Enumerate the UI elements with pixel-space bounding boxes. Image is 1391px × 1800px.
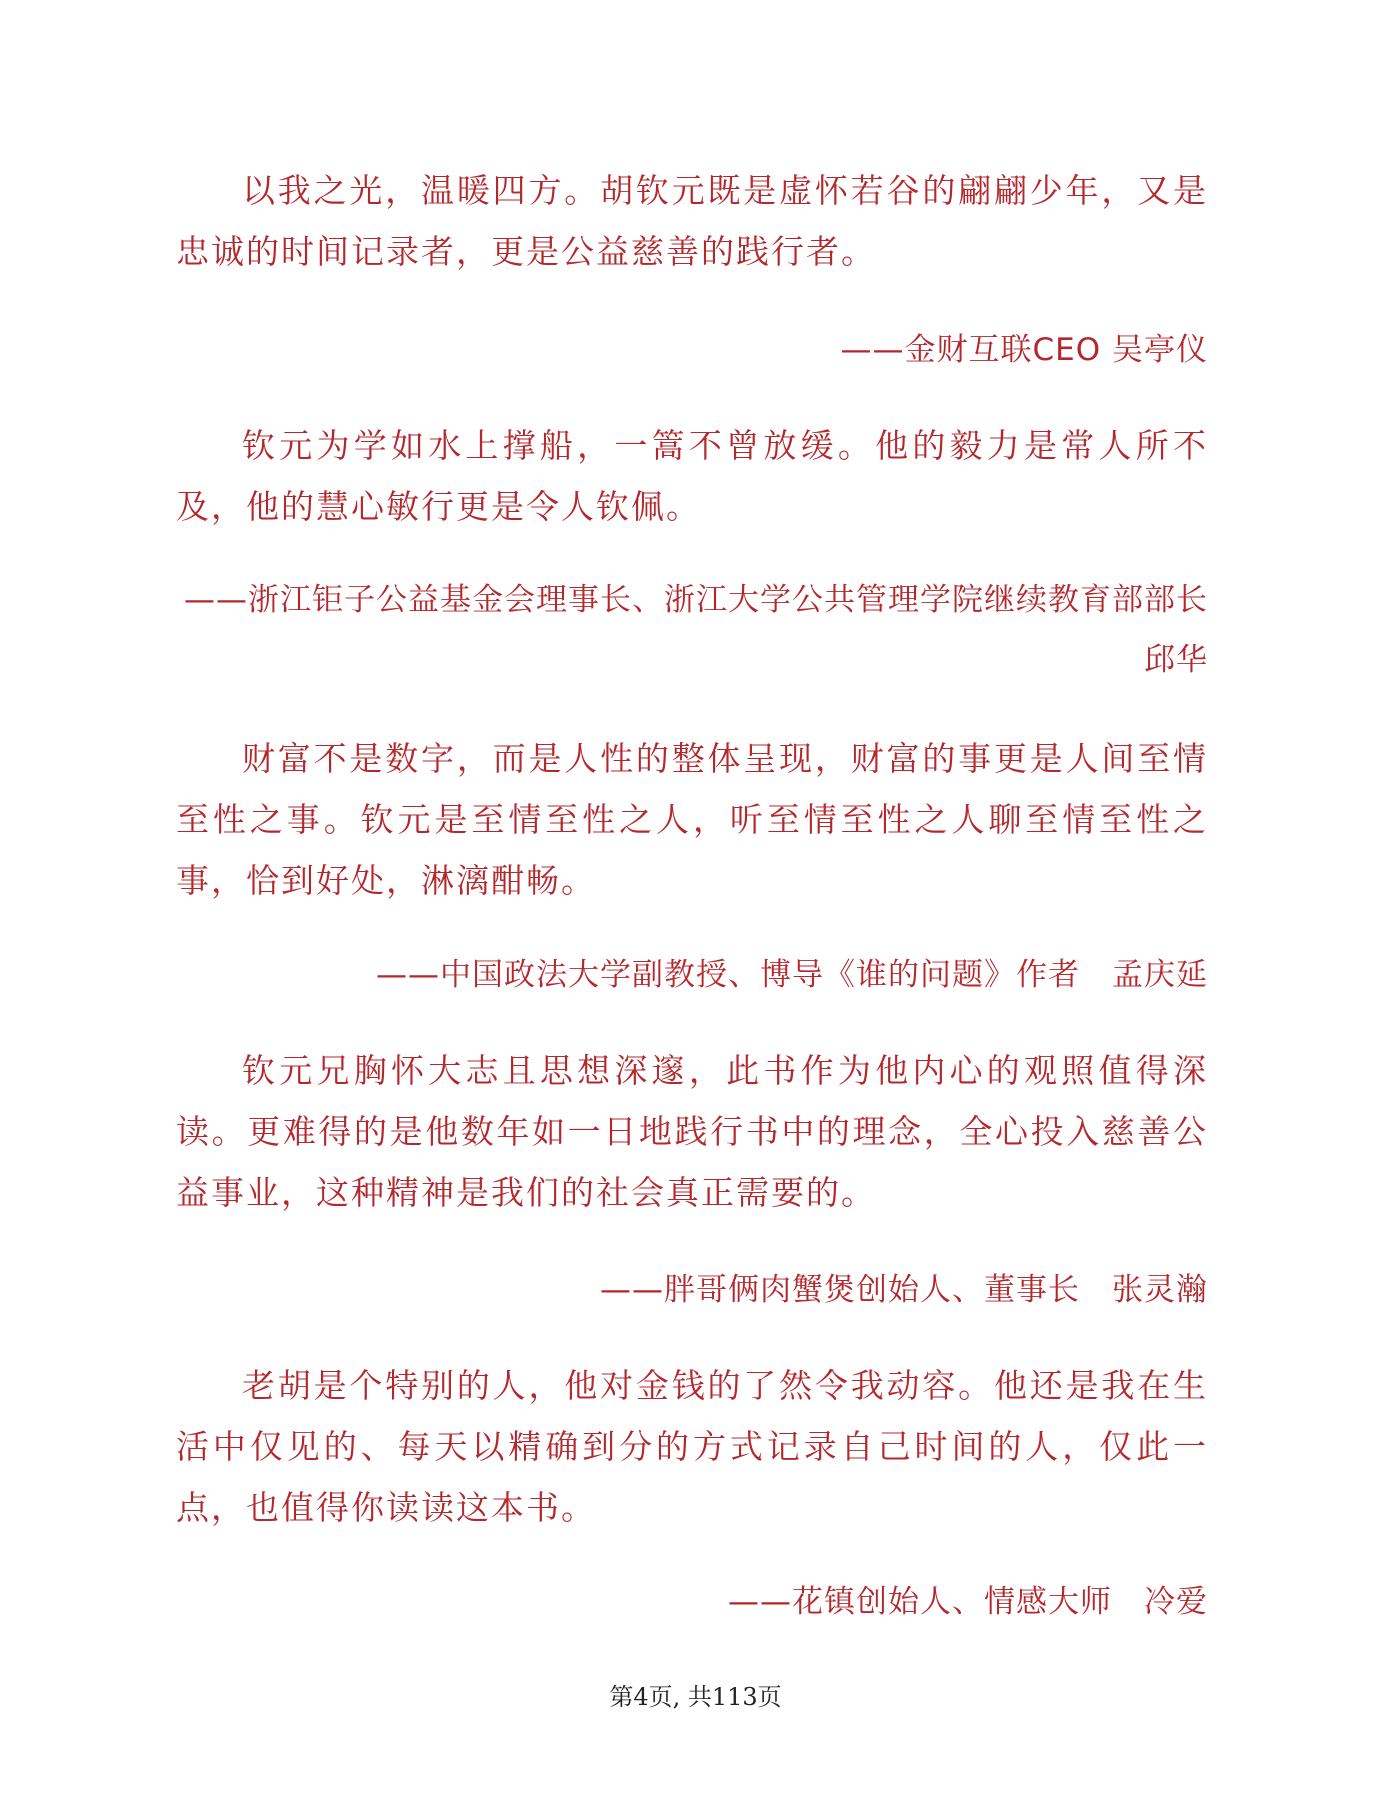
testimonial-attribution: ——花镇创始人、情感大师 冷爱 bbox=[728, 1584, 1208, 1620]
testimonial-quote: 老胡是个特别的人，他对金钱的了然令我动容。他还是我在生活中仅见的、每天以精确到分的方式记录自己时间的人，仅此一点，也值得你读读这本书。 bbox=[176, 1366, 1208, 1527]
testimonial-quote: 以我之光，温暖四方。胡钦元既是虚怀若谷的翩翩少年，又是忠诚的时间记录者，更是公益慈善的践行者。 bbox=[176, 171, 1208, 271]
testimonial-quote: 钦元为学如水上撑船，一篙不曾放缓。他的毅力是常人所不及，他的慧心敏行更是令人钦佩。 bbox=[176, 426, 1208, 526]
testimonial-attribution: ——中国政法大学副教授、博导《谁的问题》作者 孟庆延 bbox=[376, 957, 1208, 993]
testimonial-quote: 钦元兄胸怀大志且思想深邃，此书作为他内心的观照值得深读。更难得的是他数年如一日地践行书中的理念，全心投入慈善公益事业，这种精神是我们的社会真正需要的。 bbox=[176, 1051, 1208, 1212]
testimonial-attribution: ——浙江钜子公益基金会理事长、浙江大学公共管理学院继续教育部部长 邱华 bbox=[184, 582, 1240, 678]
testimonial-quote: 财富不是数字，而是人性的整体呈现，财富的事更是人间至情至性之事。钦元是至情至性之人，听至情至性之人聊至情至性之事，恰到好处，淋漓酣畅。 bbox=[176, 739, 1208, 900]
testimonial-attribution: ——金财互联CEO 吴亭仪 bbox=[840, 332, 1208, 368]
page-number: 第4页, 共113页 bbox=[609, 1683, 782, 1711]
testimonial-attribution: ——胖哥俩肉蟹煲创始人、董事长 张灵瀚 bbox=[600, 1272, 1208, 1308]
